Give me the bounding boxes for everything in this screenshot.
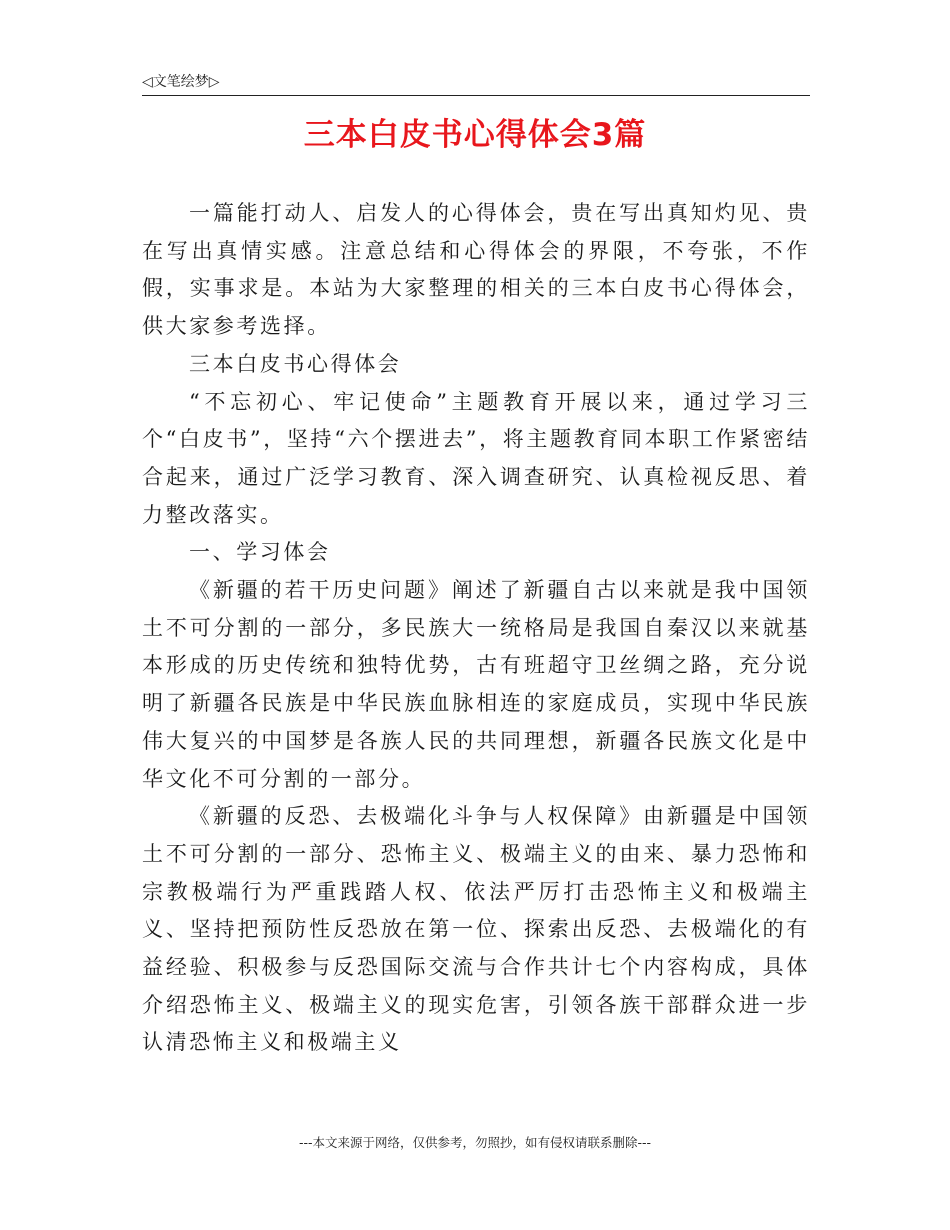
body-paragraph: 《新疆的反恐、去极端化斗争与人权保障》由新疆是中国领土不可分割的一部分、恐怖主义、极端主义的由来、暴力恐怖和宗教极端行为严重践踏人权、依法严厉打击恐怖主义和极端主义、坚持把预防性反恐放在第一位、探索出反恐、去极端化的有益经验、积极参与反恐国际交流与合作共计七个内容构成，具体介绍恐怖主义、极端主义的现实危害，引领各族干部群众进一步认清恐怖主义和极端主义 xyxy=(142,804,810,1055)
footer-notice: ---本文来源于网络，仅供参考，勿照抄，如有侵权请联系删除--- xyxy=(298,1135,652,1150)
body-paragraph: 《新疆的若干历史问题》阐述了新疆自古以来就是我中国领土不可分割的一部分，多民族大一统格局是我国自秦汉以来就基本形成的历史传统和独特优势，古有班超守卫丝绸之路，充分说明了新疆各民族是中华民族血脉相连的家庭成员，实现中华民族伟大复兴的中国梦是各族人民的共同理想，新疆各民族文化是中华文化不可分割的一部分。 xyxy=(142,578,810,791)
body-paragraph: “不忘初心、牢记使命”主题教育开展以来，通过学习三个“白皮书”，坚持“六个摆进去”，将主题教育同本职工作紧密结合起来，通过广泛学习教育、深入调查研究、认真检视反思、着力整改落实。 xyxy=(142,389,810,527)
subsection-heading: 一、学习体会 xyxy=(189,540,331,565)
document-title: 三本白皮书心得体会3篇 xyxy=(303,117,647,153)
intro-paragraph: 一篇能打动人、启发人的心得体会，贵在写出真知灼见、贵在写出真情实感。注意总结和心得体会的界限，不夸张，不作假，实事求是。本站为大家整理的相关的三本白皮书心得体会，供大家参考选择。 xyxy=(142,201,810,339)
section-heading: 三本白皮书心得体会 xyxy=(189,351,402,376)
header-brand: ◁文笔绘梦▷ xyxy=(142,74,220,90)
page-header xyxy=(142,73,810,96)
document-body xyxy=(142,195,810,1062)
